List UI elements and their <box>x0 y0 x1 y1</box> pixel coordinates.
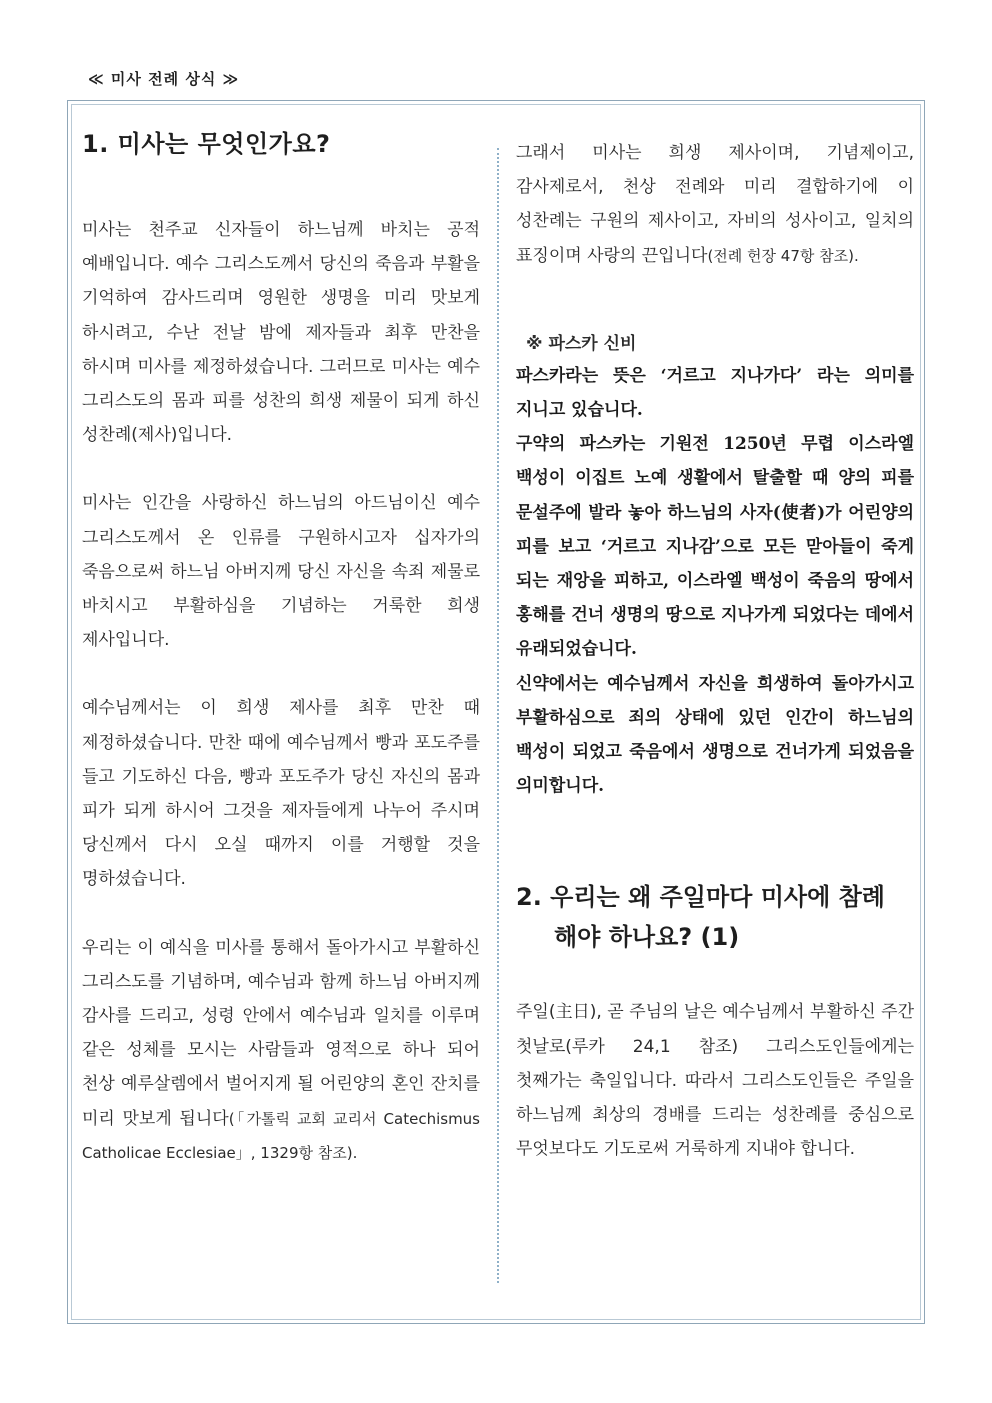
section1-paragraph-4 <box>82 931 480 1170</box>
eucharist-summary-paragraph <box>516 136 914 273</box>
liturgy-constitution-reference: (전례 헌장 47항 참조). <box>707 246 859 265</box>
pascha-mystery-title: ※ 파스카 신비 <box>526 333 637 354</box>
section2-title-line-1: 2. 우리는 왜 주일마다 미사에 참례 <box>516 883 885 912</box>
section2-paragraph-1: 주일(主日), 곧 주님의 날은 예수님께서 부활하신 주간 첫날로(루카 24,1 참조) 그리스도인들에게는 첫째가는 축일입니다. 따라서 그리스도인들은 주일을 하느님께 최상의 경배를 드리는 성찬례를 중심으로 무엇보다도 기도로써 거룩하게 지내야 합니다. <box>516 1002 914 1160</box>
pascha-mystery-box <box>516 359 914 804</box>
section2-title-line-2: 해야 하나요? (1) <box>554 923 740 952</box>
right-column <box>516 136 914 1166</box>
section2-title <box>516 877 914 957</box>
pascha-paragraph-1: 파스카라는 뜻은 ‘거르고 지나가다’ 라는 의미를 지니고 있습니다. <box>516 365 914 421</box>
catechism-reference: (「가톨릭 교회 교리서 Catechismus Catholicae Ecclesiae」, 1329항 참조). <box>82 1109 480 1162</box>
eucharist-summary-text: 그래서 미사는 희생 제사이며, 기념제이고, 감사제로서, 천상 전례와 미리 결합하기에 이 성찬례는 구원의 제사이고, 자비의 성사이고, 일치의 표징이며 사랑의 끈입니다 <box>516 143 914 266</box>
column-divider <box>497 148 499 1283</box>
section1-paragraph-4-text: 우리는 이 예식을 미사를 통해서 돌아가시고 부활하신 그리스도를 기념하며, 예수님과 함께 하느님 아버지께 감사를 드리고, 성령 안에서 예수님과 일치를 이루며 같은 성체를 모시는 사람들과 영적으로 하나 되어 천상 예루살렘에서 벌어지게 될 어린양의 혼인 잔치를 미리 맛보게 됩니다 <box>82 937 480 1129</box>
page-header: ≪ 미사 전례 상식 ≫ <box>88 70 240 88</box>
section1-title: 1. 미사는 무엇인가요? <box>82 130 331 158</box>
pascha-paragraph-3: 신약에서는 예수님께서 자신을 희생하여 돌아가시고 부활하심으로 죄의 상태에 있던 인간이 하느님의 백성이 되었고 죽음에서 생명으로 건너가게 되었음을 의미합니다. <box>516 673 914 797</box>
left-column <box>82 124 480 1170</box>
section1-paragraph-1: 미사는 천주교 신자들이 하느님께 바치는 공적 예배입니다. 예수 그리스도께서 당신의 죽음과 부활을 기억하여 감사드리며 영원한 생명을 미리 맛보게 하시려고, 수난 전날 밤에 제자들과 최후 만찬을 하시며 미사를 제정하셨습니다. 그러므로 미사는 예수 그리스도의 몸과 피를 성찬의 희생 제물이 되게 하신 성찬례(제사)입니다. <box>82 220 480 446</box>
section1-paragraph-3: 예수님께서는 이 희생 제사를 최후 만찬 때 제정하셨습니다. 만찬 때에 예수님께서 빵과 포도주를 들고 기도하신 다음, 빵과 포도주가 당신 자신의 몸과 피가 되게 하시어 그것을 제자들에게 나누어 주시며 당신께서 다시 오실 때까지 이를 거행할 것을 명하셨습니다. <box>82 698 480 890</box>
pascha-paragraph-2: 구약의 파스카는 기원전 1250년 무렵 이스라엘 백성이 이집트 노예 생활에서 탈출할 때 양의 피를 문설주에 발라 놓아 하느님의 사자(使者)가 어린양의 피를 보고 ‘거르고 지나감’으로 모든 맏아들이 죽게 되는 재앙을 피하고, 이스라엘 백성이 죽음의 땅에서 홍해를 건너 생명의 땅으로 지나가게 되었다는 데에서 유래되었습니다. <box>516 434 914 660</box>
section1-paragraph-2: 미사는 인간을 사랑하신 하느님의 아드님이신 예수 그리스도께서 온 인류를 구원하시고자 십자가의 죽음으로써 하느님 아버지께 당신 자신을 속죄 제물로 바치시고 부활하심을 기념하는 거룩한 희생 제사입니다. <box>82 493 480 651</box>
